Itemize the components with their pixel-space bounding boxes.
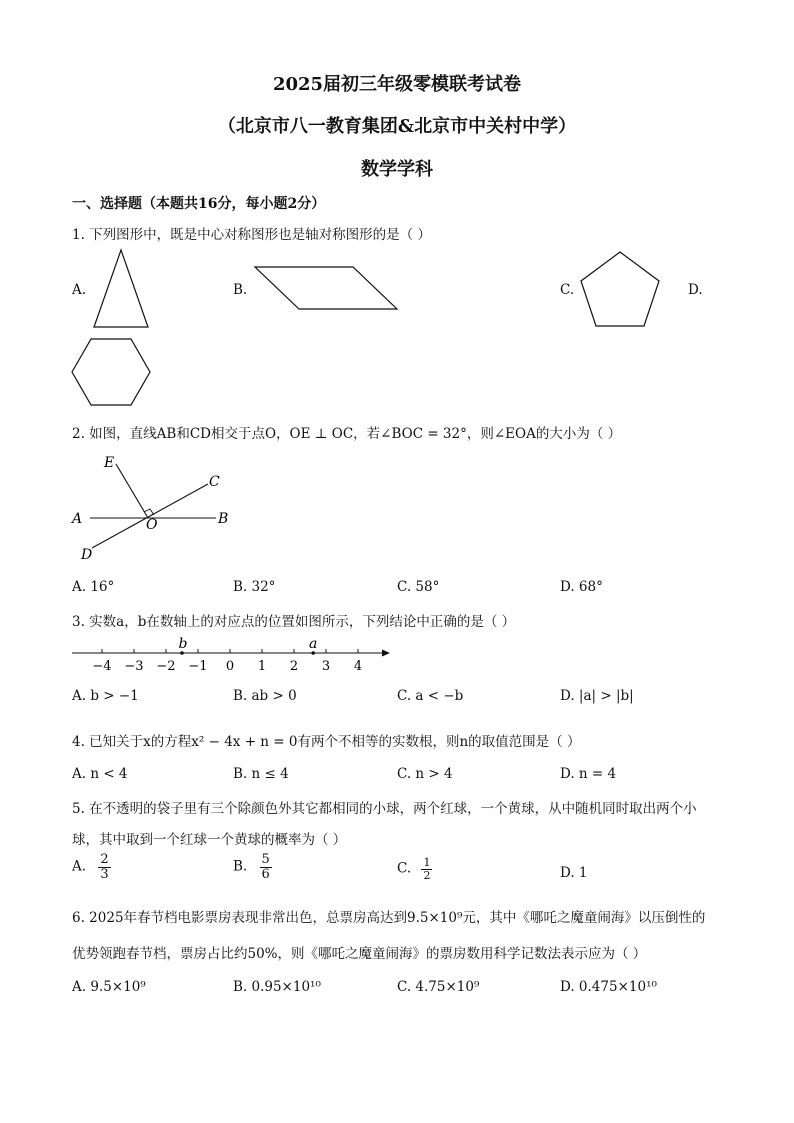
- q3-option-b: B. ab > 0: [233, 688, 297, 704]
- q5-option-c-label: C.: [397, 860, 412, 877]
- q2-option-c: C. 58°: [397, 579, 440, 595]
- tick-label: −3: [124, 659, 144, 674]
- tick-label: 2: [289, 659, 299, 674]
- q6-stem-line1: 6. 2025年春节档电影票房表现非常出色，总票房高达到9.5×10⁹元，其中《哪吒之魔童闹海》以压倒性的: [72, 910, 706, 926]
- q1-option-a-label: A.: [72, 282, 87, 298]
- q4-option-d: D. n = 4: [560, 766, 617, 782]
- q5-option-b: [233, 853, 272, 881]
- exam-title: 2025届初三年级零模联考试卷: [272, 74, 522, 95]
- fraction-five-sixths: $\frac{5}{6}$: [261, 852, 270, 882]
- tick-label: −4: [92, 659, 112, 674]
- q2-stem: 2. 如图，直线AB和CD相交于点O，OE ⊥ OC，若∠BOC = 32°，则∠EOA的大小为（ ）: [72, 426, 622, 442]
- q6-stem-line2: 优势领跑春节档，票房占比约50%，则《哪吒之魔童闹海》的票房数用科学记数法表示应为（ ）: [72, 946, 647, 962]
- exam-subtitle-schools: （北京市八一教育集团&北京市中关村中学）: [217, 116, 577, 137]
- fraction-two-thirds: $\frac{2}{3}$: [100, 852, 109, 882]
- q4-option-b: B. n ≤ 4: [233, 766, 289, 782]
- tick-label: 4: [353, 659, 363, 674]
- q1-option-d-label: D.: [688, 282, 703, 298]
- q1-option-b-label: B.: [233, 282, 248, 298]
- tick-label: −1: [188, 659, 208, 674]
- q3-option-d: D. |a| > |b|: [560, 688, 634, 704]
- q3-option-c: C. a < −b: [397, 688, 464, 704]
- q2-option-d: D. 68°: [560, 579, 603, 595]
- q3-stem: 3. 实数a，b在数轴上的对应点的位置如图所示，下列结论中正确的是（ ）: [72, 614, 516, 630]
- fraction-one-half: $\frac{1}{2}$: [423, 856, 431, 882]
- q6-option-c: C. 4.75×10⁹: [397, 979, 480, 995]
- q4-stem: 4. 已知关于x的方程x² − 4x + n = 0有两个不相等的实数根，则n的取值范围是（ ）: [72, 734, 581, 750]
- exam-subject: 数学学科: [361, 159, 433, 180]
- q2-option-a: A. 16°: [72, 579, 115, 595]
- q1-stem: 1. 下列图形中，既是中心对称图形也是轴对称图形的是（ ）: [72, 227, 431, 243]
- q6-option-b: B. 0.95×10¹⁰: [233, 979, 321, 995]
- q5-option-d: D. 1: [560, 865, 588, 881]
- q6-option-d: D. 0.475×10¹⁰: [560, 979, 657, 995]
- tick-label: 3: [321, 659, 331, 674]
- tick-label: 0: [225, 659, 235, 674]
- q5-option-a: [72, 853, 111, 881]
- point-label-e: E: [104, 455, 115, 471]
- q5-option-a-label: A.: [72, 858, 87, 875]
- tick-label: 1: [257, 659, 267, 674]
- point-label-b: B: [218, 511, 229, 527]
- q4-option-c: C. n > 4: [397, 766, 453, 782]
- point-label-c: C: [209, 474, 220, 490]
- q5-stem-line1: 5. 在不透明的袋子里有三个除颜色外其它都相同的小球，两个红球，一个黄球，从中随机同时取出两个小: [72, 801, 697, 817]
- point-a-label: a: [309, 636, 318, 652]
- point-b-label: b: [178, 636, 188, 652]
- q5-stem-line2: 球，其中取到一个红球一个黄球的概率为（ ）: [72, 832, 347, 848]
- point-label-d: D: [81, 547, 93, 563]
- tick-label: −2: [156, 659, 176, 674]
- point-label-a: A: [72, 511, 83, 527]
- q5-option-c: [397, 857, 432, 881]
- q5-option-b-label: B.: [233, 858, 248, 875]
- q6-option-a: A. 9.5×10⁹: [72, 979, 146, 995]
- q2-option-b: B. 32°: [233, 579, 276, 595]
- q3-option-a: A. b > −1: [72, 688, 139, 704]
- q1-option-c-label: C.: [560, 282, 575, 298]
- section-heading: 一、选择题（本题共16分，每小题2分）: [72, 196, 326, 212]
- q4-option-a: A. n < 4: [72, 766, 128, 782]
- point-label-o: O: [146, 517, 158, 533]
